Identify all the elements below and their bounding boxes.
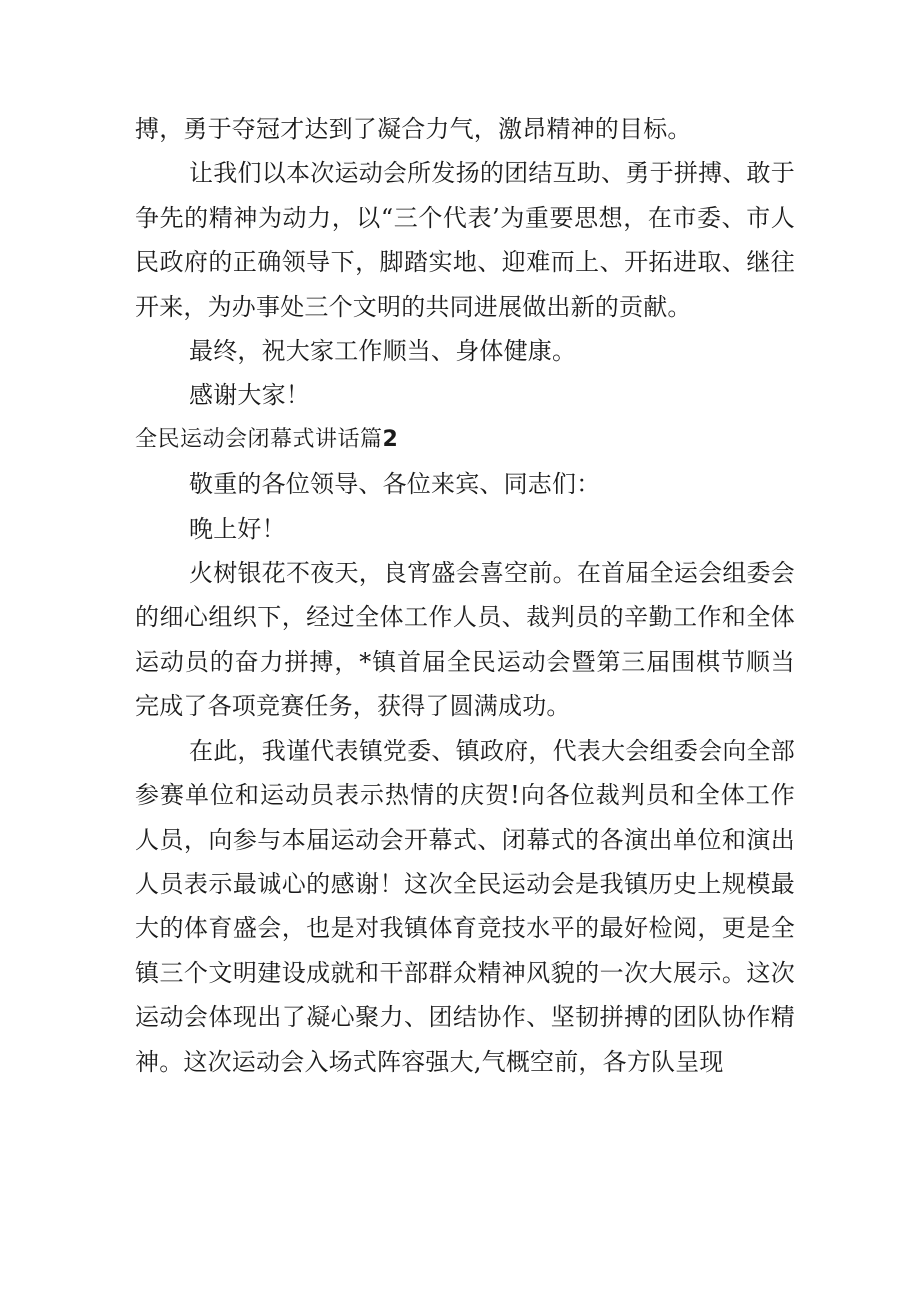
paragraph-salutation: 敬重的各位领导、各位来宾、同志们： — [189, 470, 601, 499]
section-heading — [135, 418, 795, 462]
paragraph-gratitude: 在此，我谨代表镇党委、镇政府，代表大会组委会向全部参赛单位和运动员表示热情的庆贺!向各位裁判员和全体工作人员，向参与本届运动会开幕式、闭幕式的各演出单位和演出人员表示最诚心的感谢！这次全民运动会是我镇历史上规模最大的体育盛会，也是对我镇体育竞技水平的最好检阅，更是全镇三个文明建设成就和干部群众精神风貌的一次大展示。这次运动会体现出了凝心聚力、团结协作、坚韧拼搏的团队协作精神。这次运动会入场式阵容强大,气概空前，各方队呈现 — [135, 736, 795, 1076]
paragraph-opening: 火树银花不夜天，良宵盛会喜空前。在首届全运会组委会的细心组织下，经过全体工作人员、裁判员的辛勤工作和全体运动员的奋力拼搏，*镇首届全民运动会暨第三届围棋节顺当完成了各项竞赛任务，获得了圆满成功。 — [135, 559, 795, 721]
paragraph-thanks: 感谢大家！ — [189, 381, 310, 410]
paragraph-greeting: 晚上好！ — [189, 514, 286, 543]
paragraph-continuation: 搏，勇于夺冠才达到了凝合力气，激昂精神的目标。 — [135, 115, 692, 143]
document-body — [135, 107, 795, 1084]
section-heading-text: 全民运动会闭幕式讲话篇 — [135, 426, 383, 452]
section-heading-number: 2 — [382, 426, 399, 452]
paragraph-motivation: 让我们以本次运动会所发扬的团结互助、勇于拼搏、敢于争先的精神为动力，以“三个代表’为重要思想，在市委、市人民政府的正确领导下，脚踏实地、迎难而上、开拓进取、继往开来，为办事处三个文明的共同进展做出新的贡献。 — [135, 159, 795, 321]
paragraph-wishes: 最终，祝大家工作顺当、身体健康。 — [189, 337, 577, 366]
